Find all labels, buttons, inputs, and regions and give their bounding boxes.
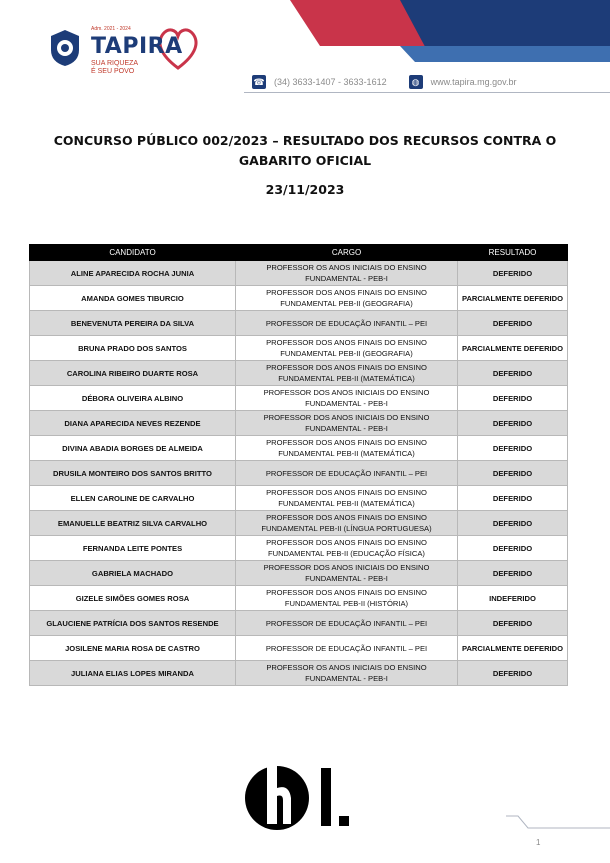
candidate-result: DEFERIDO [458,461,568,486]
results-table [29,244,568,686]
candidate-result: DEFERIDO [458,511,568,536]
document-title: CONCURSO PÚBLICO 002/2023 – RESULTADO DOS RECURSOS CONTRA O GABARITO OFICIAL [53,133,557,168]
candidate-role: PROFESSOR DOS ANOS FINAIS DO ENSINO FUNDAMENTAL PEB-II (HISTÓRIA) [236,586,458,611]
candidate-result: DEFERIDO [458,536,568,561]
candidate-role: PROFESSOR OS ANOS INICIAIS DO ENSINO FUNDAMENTAL - PEB-I [236,261,458,286]
candidate-name: GLAUCIENE PATRÍCIA DOS SANTOS RESENDE [30,611,236,636]
header-candidato: CANDIDATO [30,245,236,261]
candidate-role: PROFESSOR DE EDUCAÇÃO INFANTIL – PEI [236,461,458,486]
table-row [30,561,568,586]
hl-logo-icon [245,758,365,838]
tagline-line-2: É SEU POVO [91,68,135,75]
table-row [30,536,568,561]
candidate-result: DEFERIDO [458,411,568,436]
candidate-name: JOSILENE MARIA ROSA DE CASTRO [30,636,236,661]
footer-decoration [506,814,610,844]
candidate-name: GABRIELA MACHADO [30,561,236,586]
candidate-name: DÉBORA OLIVEIRA ALBINO [30,386,236,411]
table-row [30,586,568,611]
header-divider [244,92,610,93]
candidate-result: PARCIALMENTE DEFERIDO [458,636,568,661]
candidate-role: PROFESSOR DOS ANOS INICIAIS DO ENSINO FUNDAMENTAL - PEB-I [236,411,458,436]
candidate-result: PARCIALMENTE DEFERIDO [458,286,568,311]
table-row [30,611,568,636]
candidate-name: DIANA APARECIDA NEVES REZENDE [30,411,236,436]
candidate-role: PROFESSOR DE EDUCAÇÃO INFANTIL – PEI [236,311,458,336]
city-seal-icon [47,28,83,68]
table-row [30,511,568,536]
candidate-role: PROFESSOR DOS ANOS INICIAIS DO ENSINO FUNDAMENTAL - PEB-I [236,386,458,411]
candidate-result: DEFERIDO [458,386,568,411]
candidate-result: DEFERIDO [458,436,568,461]
candidate-name: DRUSILA MONTEIRO DOS SANTOS BRITTO [30,461,236,486]
candidate-name: JULIANA ELIAS LOPES MIRANDA [30,661,236,686]
document-date: 23/11/2023 [265,182,345,197]
candidate-role: PROFESSOR DOS ANOS FINAIS DO ENSINO FUNDAMENTAL PEB-II (EDUCAÇÃO FÍSICA) [236,536,458,561]
candidate-result: DEFERIDO [458,561,568,586]
brand-name: TAPIRA [91,34,183,59]
globe-icon: ◍ [409,75,423,89]
header-cargo: CARGO [236,245,458,261]
table-row [30,386,568,411]
candidate-role: PROFESSOR DOS ANOS FINAIS DO ENSINO FUNDAMENTAL PEB-II (GEOGRAFIA) [236,336,458,361]
candidate-name: BRUNA PRADO DOS SANTOS [30,336,236,361]
candidate-name: DIVINA ABADIA BORGES DE ALMEIDA [30,436,236,461]
header-resultado: RESULTADO [458,245,568,261]
tagline-line-1: SUA RIQUEZA [91,60,139,67]
table-row [30,436,568,461]
table-row [30,311,568,336]
candidate-name: BENEVENUTA PEREIRA DA SILVA [30,311,236,336]
candidate-role: PROFESSOR DOS ANOS FINAIS DO ENSINO FUNDAMENTAL PEB-II (LÍNGUA PORTUGUESA) [236,511,458,536]
candidate-result: DEFERIDO [458,661,568,686]
page-number: 1 [536,838,541,847]
candidate-role: PROFESSOR DOS ANOS INICIAIS DO ENSINO FUNDAMENTAL - PEB-I [236,561,458,586]
candidate-role: PROFESSOR DOS ANOS FINAIS DO ENSINO FUNDAMENTAL PEB-II (MATEMÁTICA) [236,361,458,386]
table-row [30,336,568,361]
candidate-result: DEFERIDO [458,311,568,336]
table-row [30,636,568,661]
candidate-name: ALINE APARECIDA ROCHA JUNIA [30,261,236,286]
candidate-result: DEFERIDO [458,611,568,636]
candidate-name: AMANDA GOMES TIBURCIO [30,286,236,311]
table-row [30,661,568,686]
candidate-name: CAROLINA RIBEIRO DUARTE ROSA [30,361,236,386]
candidate-role: PROFESSOR DOS ANOS FINAIS DO ENSINO FUNDAMENTAL PEB-II (MATEMÁTICA) [236,436,458,461]
candidate-result: INDEFERIDO [458,586,568,611]
candidate-name: GIZELE SIMÕES GOMES ROSA [30,586,236,611]
candidate-result: DEFERIDO [458,486,568,511]
table-row [30,286,568,311]
candidate-role: PROFESSOR OS ANOS INICIAIS DO ENSINO FUNDAMENTAL - PEB-I [236,661,458,686]
website-link[interactable]: www.tapira.mg.gov.br [430,77,517,87]
candidate-role: PROFESSOR DOS ANOS FINAIS DO ENSINO FUNDAMENTAL PEB-II (GEOGRAFIA) [236,286,458,311]
candidate-role: PROFESSOR DE EDUCAÇÃO INFANTIL – PEI [236,611,458,636]
table-header-row [30,245,568,261]
phone-icon: ☎ [253,77,265,87]
admin-period: Adm. 2021 - 2024 [91,26,131,32]
contact-info [252,73,516,91]
table-row [30,461,568,486]
candidate-result: PARCIALMENTE DEFERIDO [458,336,568,361]
table-row [30,411,568,436]
table-row [30,486,568,511]
candidate-name: ELLEN CAROLINE DE CARVALHO [30,486,236,511]
candidate-name: FERNANDA LEITE PONTES [30,536,236,561]
phone-number: (34) 3633-1407 - 3633-1612 [274,77,387,87]
header-band [250,0,610,62]
table-row [30,361,568,386]
candidate-result: DEFERIDO [458,361,568,386]
tapira-logo [47,22,197,82]
candidate-name: EMANUELLE BEATRIZ SILVA CARVALHO [30,511,236,536]
candidate-role: PROFESSOR DOS ANOS FINAIS DO ENSINO FUNDAMENTAL PEB-II (MATEMÁTICA) [236,486,458,511]
candidate-result: DEFERIDO [458,261,568,286]
table-row [30,261,568,286]
candidate-role: PROFESSOR DE EDUCAÇÃO INFANTIL – PEI [236,636,458,661]
